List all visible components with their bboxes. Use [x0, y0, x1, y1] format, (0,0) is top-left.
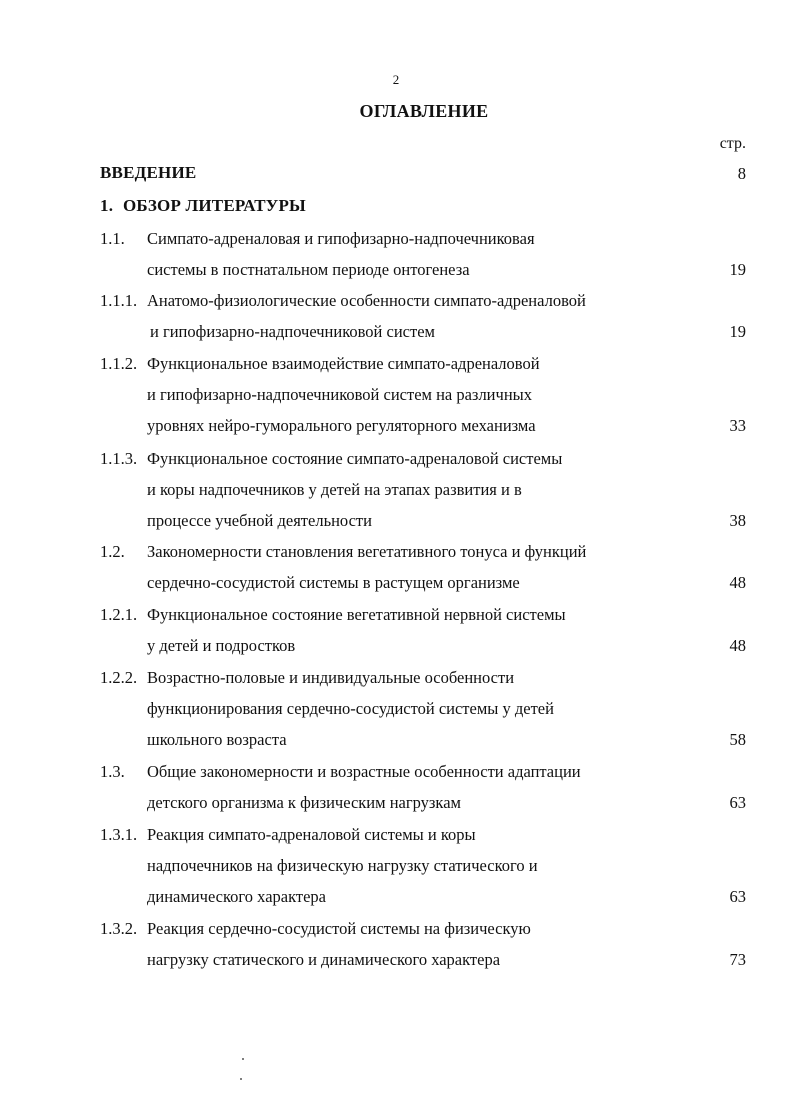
entry-number: 1.1.2.: [100, 354, 138, 373]
introduction-label: ВВЕДЕНИЕ: [100, 163, 197, 182]
entry-number: 1.2.2.: [100, 668, 138, 687]
entry-number: 1.2.: [100, 542, 125, 561]
entry-text-line: надпочечников на физическую нагрузку статического и: [147, 856, 538, 875]
entry-text-line: детского организма к физическим нагрузкам: [147, 793, 461, 812]
entry-number: 1.3.1.: [100, 825, 138, 844]
entry-text-line: Реакция сердечно-сосудистой системы на физическую: [147, 919, 531, 938]
entry-page: 48: [729, 573, 746, 592]
entry-text-line: Возрастно-половые и индивидуальные особенности: [147, 668, 515, 687]
entry-text-line: Закономерности становления вегетативного тонуса и функций: [147, 542, 587, 561]
entry-text-line: Функциональное состояние вегетативной нервной системы: [147, 605, 566, 624]
entry-text-line: функционирования сердечно-сосудистой системы у детей: [147, 699, 554, 718]
entry-text-line: Реакция симпато-адреналовой системы и коры: [147, 825, 476, 844]
entry-number: 1.1.: [100, 229, 125, 248]
page-column-label: стр.: [719, 135, 746, 152]
entry-text-line: и коры надпочечников у детей на этапах развития и в: [147, 480, 522, 499]
entry-page: 63: [729, 793, 746, 812]
entry-page: 19: [729, 260, 746, 279]
introduction-page: 8: [737, 164, 746, 183]
entry-text-line: Симпато-адреналовая и гипофизарно-надпочечниковая: [147, 229, 535, 248]
entry-number: 1.1.3.: [100, 449, 138, 468]
entry-text-line: и гипофизарно-надпочечниковой систем на различных: [147, 385, 532, 404]
entry-text-line: Функциональное взаимодействие симпато-адреналовой: [147, 354, 540, 373]
entry-text-line: уровнях нейро-гуморального регуляторного механизма: [147, 416, 536, 435]
entry-page: 38: [729, 511, 746, 530]
entry-text-line: динамического характера: [147, 887, 327, 906]
entry-page: 73: [729, 950, 746, 969]
entry-text-line: процессе учебной деятельности: [147, 511, 372, 530]
entry-text-line: нагрузку статического и динамического характера: [147, 950, 501, 969]
entry-text-line: сердечно-сосудистой системы в растущем организме: [147, 573, 520, 592]
entry-number: 1.3.: [100, 762, 125, 781]
entry-text-line: Функциональное состояние симпато-адреналовой системы: [147, 449, 563, 468]
entry-text-line: и гипофизарно-надпочечниковой систем: [150, 322, 435, 341]
entry-page: 48: [729, 636, 746, 655]
page-number: 2: [392, 72, 400, 87]
entry-page: 63: [729, 887, 746, 906]
page-title: ОГЛАВЛЕНИЕ: [359, 101, 489, 121]
entry-page: 58: [729, 730, 746, 749]
entry-text-line: у детей и подростков: [147, 636, 296, 655]
entry-page: 19: [729, 322, 746, 341]
scan-speck: [240, 1078, 242, 1080]
entry-text-line: школьного возраста: [147, 730, 287, 749]
chapter-label: ОБЗОР ЛИТЕРАТУРЫ: [123, 196, 306, 215]
entry-number: 1.1.1.: [100, 291, 138, 310]
entry-text-line: Анатомо-физиологические особенности симпато-адреналовой: [147, 291, 586, 310]
entry-text-line: Общие закономерности и возрастные особенности адаптации: [147, 762, 581, 781]
scan-speck: [242, 1058, 244, 1060]
entry-number: 1.2.1.: [100, 605, 138, 624]
entry-text-line: системы в постнатальном периоде онтогенеза: [147, 260, 470, 279]
entry-page: 33: [729, 416, 746, 435]
chapter-number: 1.: [100, 196, 114, 215]
entry-number: 1.3.2.: [100, 919, 138, 938]
